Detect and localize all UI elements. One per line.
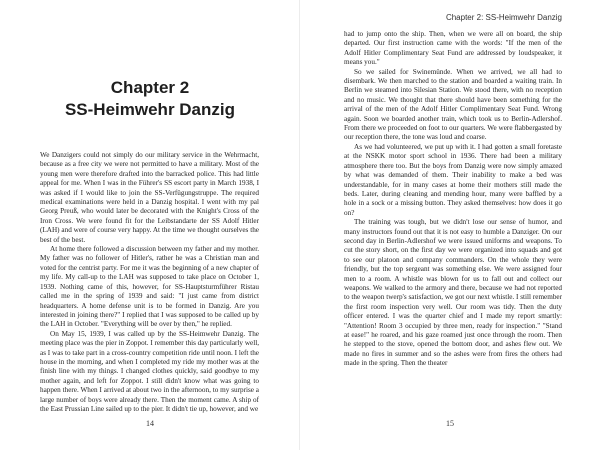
paragraph: At home there followed a discussion between my father and my mother. My father was no follower of Hitler's, rather he was a Christian man and voted for the centrist party. For me it was the beginning of a new chapter of my life. My call-up to the LAH was supposed to take place on October 1, 1939. Nothing came of this, however, for SS-Hauptsturmführer Ristau called me in the spring of 1939 and said: "I just came from district headquarters. A home defense unit is to be formed in Danzig. Are you interested in joining there?" I replied that I was supposed to be called up by the LAH in October. "Everything will be over by then," he replied. [40,245,259,329]
left-page-body [40,151,259,414]
right-page-body [344,30,562,369]
page-number: 15 [446,419,454,428]
paragraph: The training was tough, but we didn't lose our sense of humor, and many instructors found out that it is not easy to humble a Danziger. On our second day in Berlin-Adlershof we were issued uniforms and weapons. To cut the story short, on the first day we were organized into squads and got to see our platoon and company commanders. On the whole they were friendly, but the top sergeant was something else. We were assigned four men to a room. A whistle was blown for us to fall out and collect our weapons. We walked to the armory and there, because we had not reported to the weapon twerp's satisfaction, we got our next whistle. I still remember the first room inspection very well. Our room was tidy. Then the duty officer entered. I was the quarter chief and I made my report smartly: "Attention! Room 3 occupied by three men, ready for inspection." "Stand at ease!" he roared, and his gaze roamed just once through the room. Then he stepped to the stove, opened the bottom door, and ashes flew out. We made no fires in summer and so the ashes were from fires the others had made in the spring. Then the theater [344,218,562,368]
paragraph: As we had volunteered, we put up with it. I had gotten a small foretaste at the NSKK motor sport school in 1936. There had been a military atmosphere there too. But the boys from Danzig were now simply amazed by what was demanded of them. Their inability to make a bed was understandable, for in many cases at home their mothers still made the beds. Later, during cleaning and mending hour, many were baffled by a hole in a sock or a missing button. They asked themselves: how does it go on? [344,142,562,217]
paragraph: So we sailed for Swinemünde. When we arrived, we all had to disembark. We then marched to the station and boarded a waiting train. In Berlin we steamed into Silesian Station. We stood there, with no reception and no music. We thought that there should have been something for the arrival of the men of the Adolf Hitler Complimentary Seat Fund. Wrong again. Soon we boarded another train, which took us to Berlin-Adlershof. From there we proceeded on foot to our quarters. We were flabbergasted by our reception there, the tone was loud and coarse. [344,67,562,142]
chapter-title: SS-Heimwehr Danzig [64,100,236,119]
paragraph: On May 15, 1939, I was called up by the SS-Heimwehr Danzig. The meeting place was the pier in Zoppot. I remember this day particularly well, as I was to take part in a cross-country competition ride until noon. I left the house in the morning, and when I completed my ride my mother was at the finish line with my things. I changed clothes quickly, said goodbye to my mother again, and left for Zoppot. I still didn't know what was going to happen there. When I arrived at about two in the afternoon, to my surprise a large number of boys were already there. Then the moment came. A ship of the East Prussian Line sailed up to the pier. It didn't tie up, however, and we [40,329,259,413]
running-head: Chapter 2: SS-Heimwehr Danzig [445,13,562,22]
page-number: 14 [146,419,154,428]
paragraph: We Danzigers could not simply do our military service in the Wehrmacht, because as a free city we were not permitted to have a military. Most of the young men were therefore drafted into the barracked police. This had little appeal for me. When I was in the Führer's SS escort party in March 1938, I was asked if I would like to join the SS-Verfügungstruppe. The required medical examinations were held in a Danzig hospital. I went with my pal Georg Preuß, who would later be decorated with the Knight's Cross of the Iron Cross. We were found fit for the Leibstandarte der SS Adolf Hitler (LAH) and were of course very happy. At the time we thought ourselves the best of the best. [40,151,259,244]
chapter-number: Chapter 2 [110,78,190,97]
right-page [300,0,600,450]
paragraph: had to jump onto the ship. Then, when we were all on board, the ship departed. Our first instruction came with the words: "If the men of the Adolf Hitler Complimentary Seat Fund are addressed by loudspeaker, it means you." [344,30,562,67]
